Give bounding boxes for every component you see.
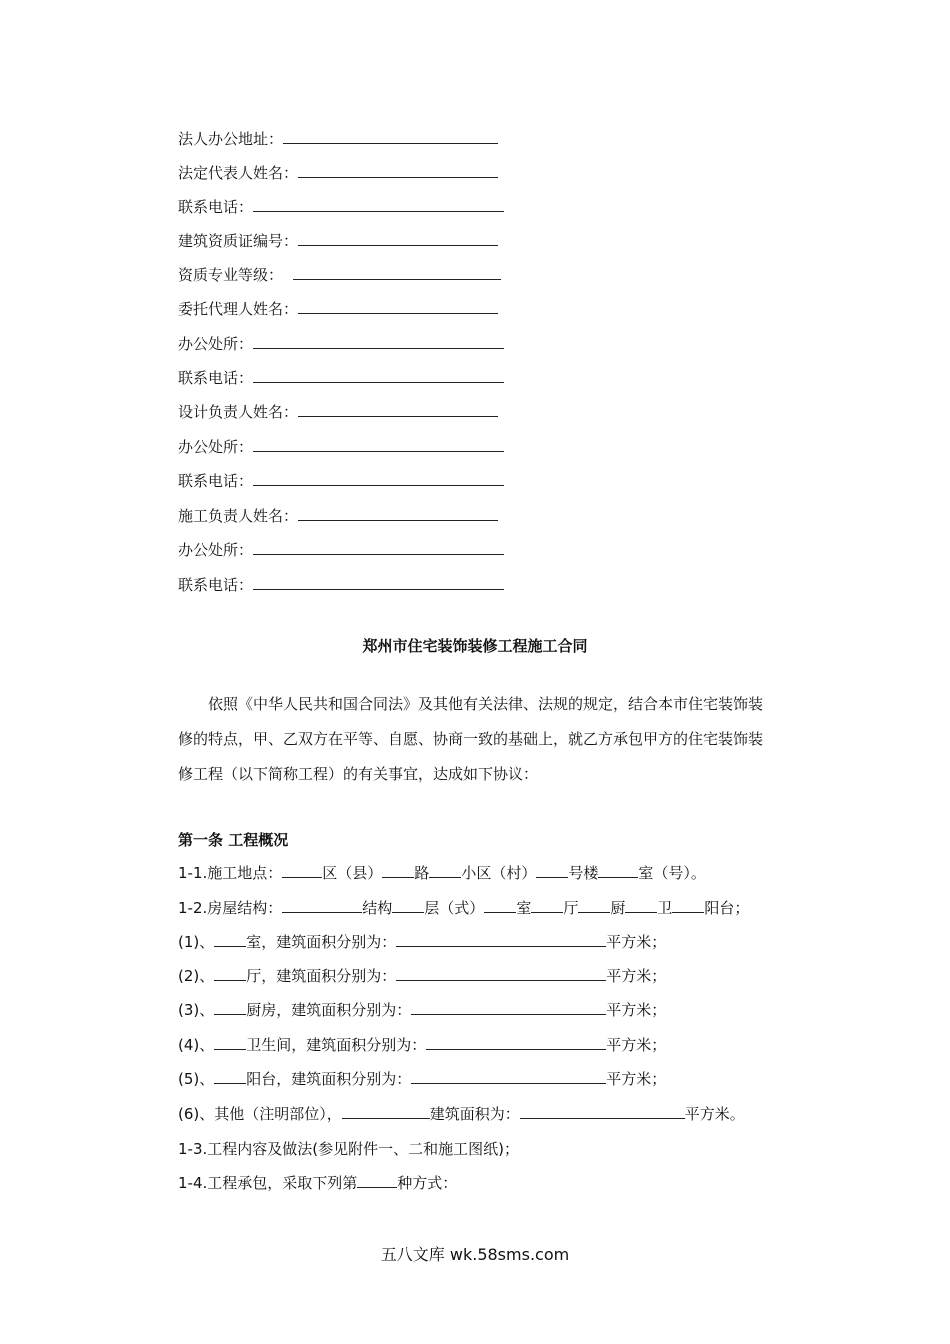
field-legal-office-address [178,128,498,150]
blank-line[interactable] [214,966,246,981]
field-label: 联系电话： [178,576,254,594]
room-index: (5)、 [178,1070,215,1088]
room-unit: 平方米； [606,933,667,951]
field-label: 资质专业等级： [178,266,284,284]
footer-watermark: 五八文库 wk.58sms.com [380,1245,570,1264]
blank-line[interactable] [283,129,498,144]
blank-line[interactable] [625,898,657,913]
field-qualification-number [178,230,498,252]
field-label: 办公处所： [178,335,254,353]
blank-line[interactable] [411,1000,606,1015]
clause-text: 层（式） [424,899,485,917]
field-phone [178,367,504,389]
blank-line[interactable] [253,471,504,486]
field-label: 法人办公地址： [178,130,284,148]
blank-line[interactable] [520,1104,685,1119]
blank-line[interactable] [282,898,362,913]
clause-1-3: 1-3.工程内容及做法(参见附件一、二和施工图纸)； [178,1140,519,1158]
clause-text: 厅 [563,899,579,917]
room-unit: 平方米； [606,967,667,985]
clause-text: 区（县） [322,864,383,882]
field-office [178,436,504,458]
room-area-row [178,1034,666,1056]
blank-line[interactable] [392,898,424,913]
blank-line[interactable] [411,1069,606,1084]
blank-line[interactable] [396,932,606,947]
clause-text: 厨 [610,899,626,917]
field-label: 办公处所： [178,438,254,456]
blank-line[interactable] [536,863,568,878]
clause-text: 卫 [657,899,673,917]
article-heading: 第一条 工程概况 [178,831,289,849]
field-label: 设计负责人姓名： [178,403,299,421]
blank-line[interactable] [672,898,704,913]
blank-line[interactable] [214,932,246,947]
field-label: 法定代表人姓名： [178,164,299,182]
room-area-row [178,931,666,953]
field-label: 施工负责人姓名： [178,507,299,525]
blank-line[interactable] [298,163,498,178]
field-office [178,333,504,355]
field-phone [178,196,504,218]
field-qualification-grade [178,264,501,286]
blank-line[interactable] [214,1000,246,1015]
room-unit: 平方米； [606,1036,667,1054]
blank-line[interactable] [298,506,498,521]
blank-line[interactable] [382,863,414,878]
blank-line[interactable] [598,863,638,878]
clause-text: 结构 [362,899,393,917]
room-text: 卫生间，建筑面积分别为： [246,1036,427,1054]
blank-line[interactable] [298,231,498,246]
room-index: (3)、 [178,1001,215,1019]
room-area-row [178,965,666,987]
blank-line[interactable] [253,368,504,383]
field-construction-lead-name [178,505,498,527]
contract-title: 郑州市住宅装饰装修工程施工合同 [362,637,588,655]
room-index: (1)、 [178,933,215,951]
field-label: 联系电话： [178,369,254,387]
room-index: (2)、 [178,967,215,985]
blank-line[interactable] [253,334,504,349]
field-legal-rep-name [178,162,498,184]
blank-line[interactable] [342,1104,430,1119]
field-phone [178,574,504,596]
preamble-line: 依照《中华人民共和国合同法》及其他有关法律、法规的规定，结合本市住宅装饰装 [208,695,764,713]
field-phone [178,470,504,492]
blank-line[interactable] [293,265,501,280]
field-agent-name [178,298,498,320]
blank-line[interactable] [357,1173,397,1188]
clause-text: 室 [516,899,532,917]
blank-line[interactable] [578,898,610,913]
room-text: 室，建筑面积分别为： [246,933,397,951]
blank-line[interactable] [298,299,498,314]
clause-text: 路 [414,864,430,882]
preamble-line: 修的特点，甲、乙双方在平等、自愿、协商一致的基础上，就乙方承包甲方的住宅装饰装 [178,730,764,748]
room-index: (4)、 [178,1036,215,1054]
field-label: 委托代理人姓名： [178,300,299,318]
field-design-lead-name [178,401,498,423]
room-area-row [178,1068,666,1090]
room-unit: 平方米； [606,1001,667,1019]
room-text: 厨房，建筑面积分别为： [246,1001,412,1019]
blank-line[interactable] [214,1069,246,1084]
clause-text: 种方式： [397,1174,458,1192]
blank-line[interactable] [298,402,498,417]
blank-line[interactable] [531,898,563,913]
blank-line[interactable] [429,863,461,878]
blank-line[interactable] [253,540,504,555]
clause-text: 小区（村） [461,864,537,882]
field-label: 建筑资质证编号： [178,232,299,250]
room-area-row [178,999,666,1021]
clause-text: 室（号）。 [638,864,706,882]
clause-text: 号楼 [568,864,599,882]
room-text: 厅，建筑面积分别为： [246,967,397,985]
blank-line[interactable] [426,1035,606,1050]
field-office [178,539,504,561]
blank-line[interactable] [282,863,322,878]
field-label: 联系电话： [178,472,254,490]
field-label: 联系电话： [178,198,254,216]
blank-line[interactable] [253,437,504,452]
clause-label: 1-4.工程承包，采取下列第 [178,1174,358,1192]
clause-label: 1-1.施工地点： [178,864,283,882]
room-area-row-other [178,1103,745,1125]
clause-label: 1-2.房屋结构： [178,899,283,917]
clause-1-4 [178,1172,457,1194]
room-unit: 平方米； [606,1070,667,1088]
blank-line[interactable] [214,1035,246,1050]
blank-line[interactable] [396,966,606,981]
room-index: (6)、其他（注明部位）， [178,1105,342,1123]
room-text: 阳台，建筑面积分别为： [246,1070,412,1088]
clause-1-2 [178,897,749,919]
clause-text: 阳台； [704,899,750,917]
blank-line[interactable] [253,197,504,212]
clause-1-1 [178,862,706,884]
blank-line[interactable] [484,898,516,913]
field-label: 办公处所： [178,541,254,559]
blank-line[interactable] [253,575,504,590]
preamble-line: 修工程（以下简称工程）的有关事宜，达成如下协议： [178,765,539,783]
room-unit: 平方米。 [684,1105,745,1123]
room-text: 建筑面积为： [429,1105,520,1123]
